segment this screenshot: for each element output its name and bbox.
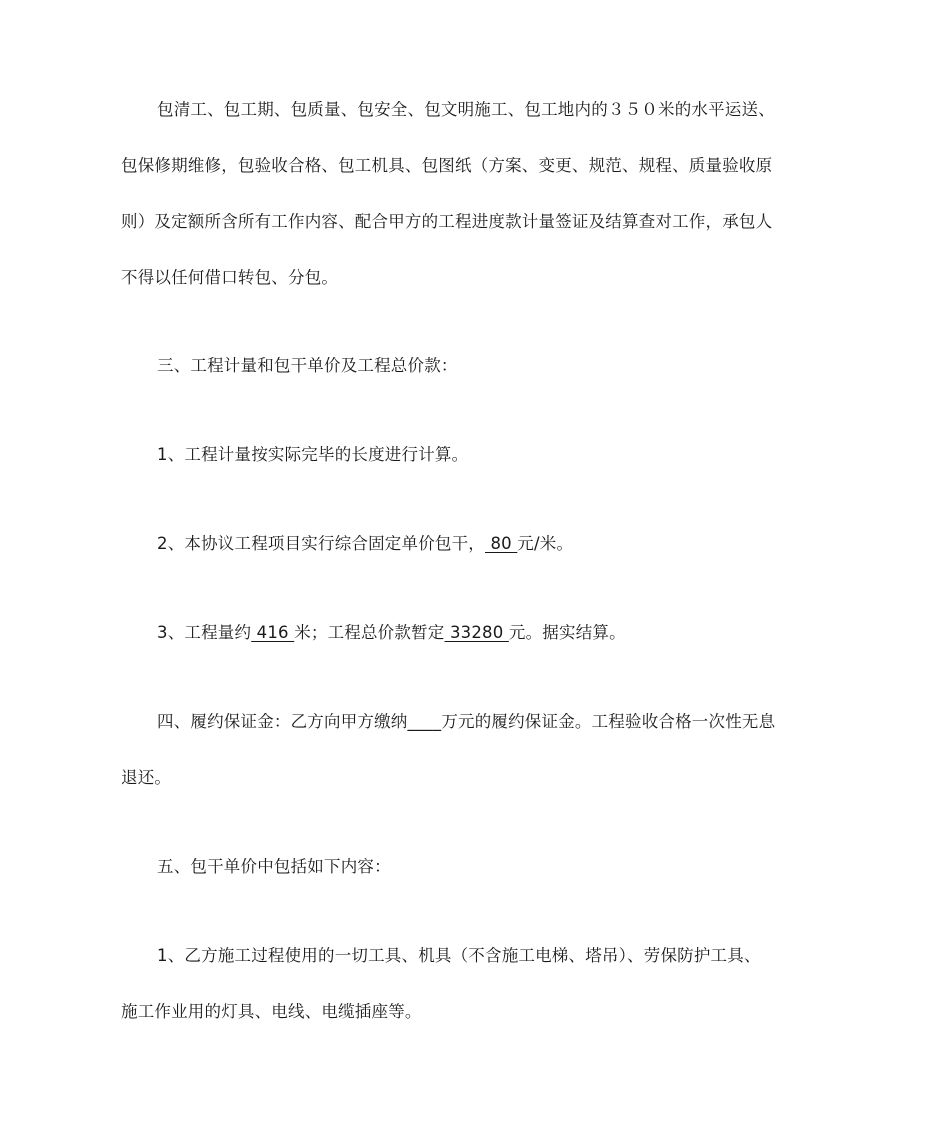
total-price-value: 33280 xyxy=(444,623,509,642)
quantity-value: 416 xyxy=(251,623,295,642)
section-4-line-2: 退还。 xyxy=(121,768,172,787)
paragraph-1-line-4: 不得以任何借口转包、分包。 xyxy=(121,268,339,287)
deposit-blank: ____ xyxy=(407,712,442,731)
item-3-middle: 米；工程总价款暂定 xyxy=(294,623,445,642)
section-3-item-2 xyxy=(157,532,573,556)
paragraph-1-line-2: 包保修期维修，包验收合格、包工机具、包图纸（方案、变更、规范、规程、质量验收原 xyxy=(121,156,773,175)
item-2-prefix: 2、本协议工程项目实行综合固定单价包干， xyxy=(157,534,485,553)
section-5-item-1-line-1: 1、乙方施工过程使用的一切工具、机具（不含施工电梯、塔吊）、劳保防护工具、 xyxy=(157,946,761,965)
section-3-item-3 xyxy=(157,621,626,645)
unit-price-value: 80 xyxy=(485,534,518,553)
item-3-prefix: 3、工程量约 xyxy=(157,623,252,642)
section-4-prefix: 四、履约保证金：乙方向甲方缴纳 xyxy=(157,712,408,731)
paragraph-1-line-3: 则）及定额所含所有工作内容、配合甲方的工程进度款计量签证及结算查对工作，承包人 xyxy=(121,212,773,231)
section-4-suffix: 万元的履约保证金。工程验收合格一次性无息 xyxy=(441,712,776,731)
section-5-heading: 五、包干单价中包括如下内容： xyxy=(157,857,391,876)
paragraph-1-line-1: 包清工、包工期、包质量、包安全、包文明施工、包工地内的３５０米的水平运送、 xyxy=(157,100,775,119)
item-2-suffix: 元/米。 xyxy=(517,534,574,553)
item-3-suffix: 元。据实结算。 xyxy=(508,623,626,642)
section-4-line-1 xyxy=(157,710,775,734)
section-3-heading: 三、工程计量和包干单价及工程总价款： xyxy=(157,356,458,375)
section-3-item-1: 1、工程计量按实际完毕的长度进行计算。 xyxy=(157,445,469,464)
section-5-item-1-line-2: 施工作业用的灯具、电线、电缆插座等。 xyxy=(121,1002,422,1021)
